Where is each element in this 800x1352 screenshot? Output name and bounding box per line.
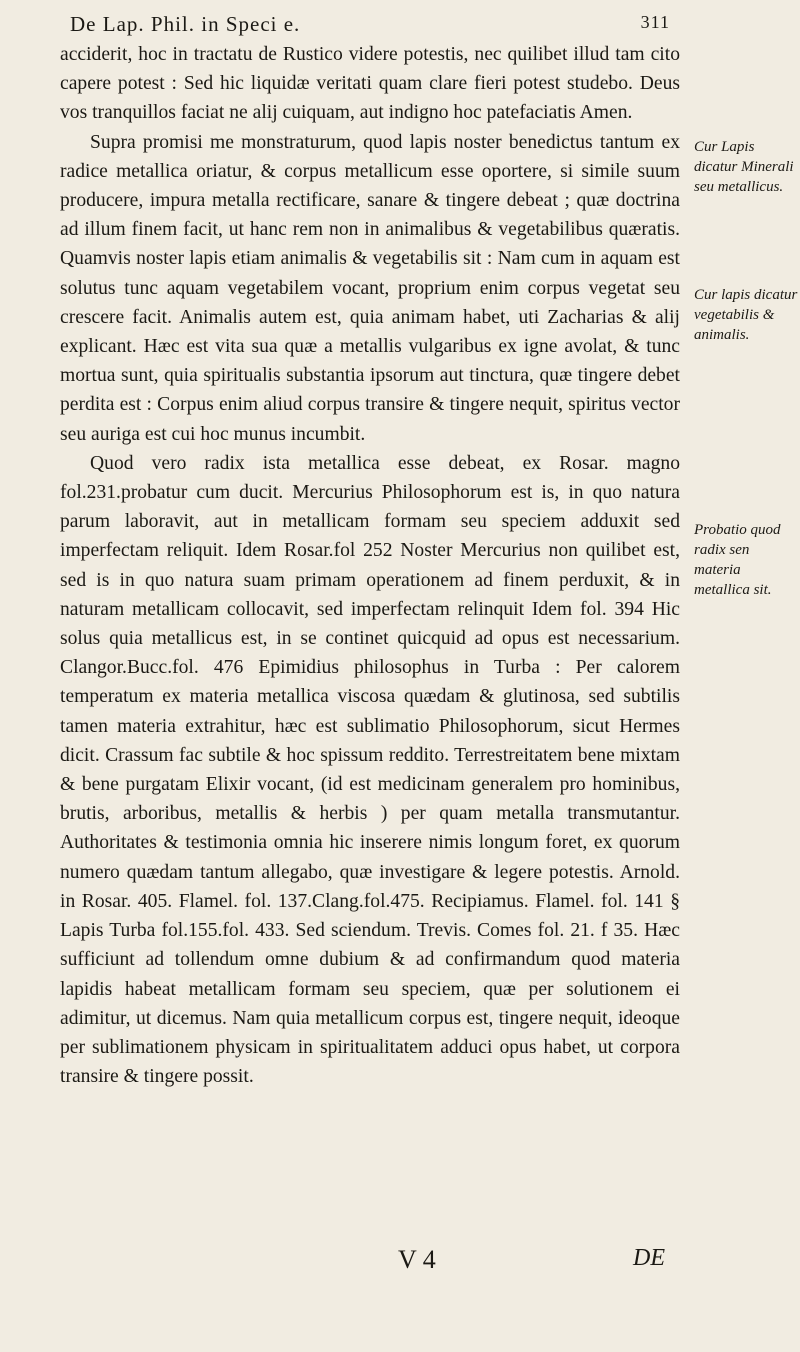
paragraph-3: Quod vero radix ista metallica esse debeat, ex Rosar. magno fol.231.probatur cum ducit. Mercurius Philosophorum est is, in quo natura parum laboravit, aut in metallicam formam seu speciem adduxit sed imperfectam reliquit. Idem Rosar.fol 252 Noster Mercurius non quilibet est, sed is in quo natura suam primam operationem ad finem perduxit, & in naturam metallicam collocavit, sed imperfectam relinquit Idem fol. 394 Hic solus quia metallicus est, in se continet quicquid ad opus est necessarium. Clangor.Bucc.fol. 476 Epimidius philosophus in Turba : Per calorem temperatum ex materia metallica viscosa quædam & glutinosa, sed subtilis tamen materia extrahitur, hæc est sublimatio Philosophorum, sicut Hermes dicit. Crassum fac subtile & hoc spissum reddito. Terrestreitatem bene mixtam & bene purgatam Elixir vocant, (id est medicinam generalem pro hominibus, brutis, arboribus, metallis & herbis ) per quam metalla transmutantur. Authoritates & testimonia omnia hic inserere nimis longum foret, ex quorum numero quædam tantum allegabo, quæ investigare & legere potestis. Arnold. in Rosar. 405. Flamel. fol. 137.Clang.fol.475. Recipiamus. Flamel. fol. 141 § Lapis Turba fol.155.fol. 433. Sed sciendum. Trevis. Comes fol. 21. f 35. Hæc sufficiunt ad tollendum omne dubium & ad confirmandum quod materia lapidis habeat metallicam formam seu speciem, quæ per solutionem ei adimitur, ut dicemus. Nam quia metallicum corpus est, tingere nequit, ideoque per sublimationem physicam in spiritualitatem adduci opus habet, ut corpora transire & tingere possit. [60, 452, 680, 1088]
margin-note-2: Cur lapis dicatur vegetabilis & animalis. [694, 287, 798, 343]
paragraph-2: Supra promisi me monstraturum, quod lapis noster benedictus tantum ex radice metallica oriatur, & corpus metallicum esse oportere, si simile suum producere, impura metalla rectificare, sanare & tingere debeat ; quæ doctrina ad illum finem facit, ut hanc rem non in animalibus & vegetabilibus quæratis. Quamvis noster lapis etiam animalis & vegetabilis sit : Nam cum in aquam est solutus tunc aquam vegetabilem vocant, proprium enim corpus vegetat seu crescere facit. Animalis autem est, quia animam habet, uti Zacharias & alij explicant. Hæc est vita sua quæ a metallis vulgaribus ex igne avolat, & tunc mortua sunt, quia spiritualis substantia ipsorum aut tinctura, quæ tingere debet perdita est : Corpus enim aliud corpus transire & tingere nequit, spiritus vector seu auriga est cui hoc munus incumbit. [60, 131, 680, 445]
margin-note-3: Probatio quod radix sen materia metallica sit. [694, 522, 781, 598]
catchword: DE [633, 1245, 665, 1271]
page-footer [0, 1245, 800, 1285]
paragraph-1: acciderit, hoc in tractatu de Rustico videre potestis, nec quilibet illud tam cito capere potest : Sed hic liquidæ veritati quam clare fieri potest studebo. Deus vos tranquillos faciat ne alij cuiquam, aut indigno hoc patefaciatis Amen. [60, 44, 680, 124]
margin-note-1: Cur Lapis dicatur Minerali seu metallicus. [694, 139, 794, 195]
running-header [70, 12, 670, 42]
page-number: 311 [640, 12, 670, 32]
running-title: De Lap. Phil. in Speci e. [70, 12, 301, 36]
signature-mark: V 4 [398, 1245, 436, 1274]
main-text [60, 40, 680, 1091]
